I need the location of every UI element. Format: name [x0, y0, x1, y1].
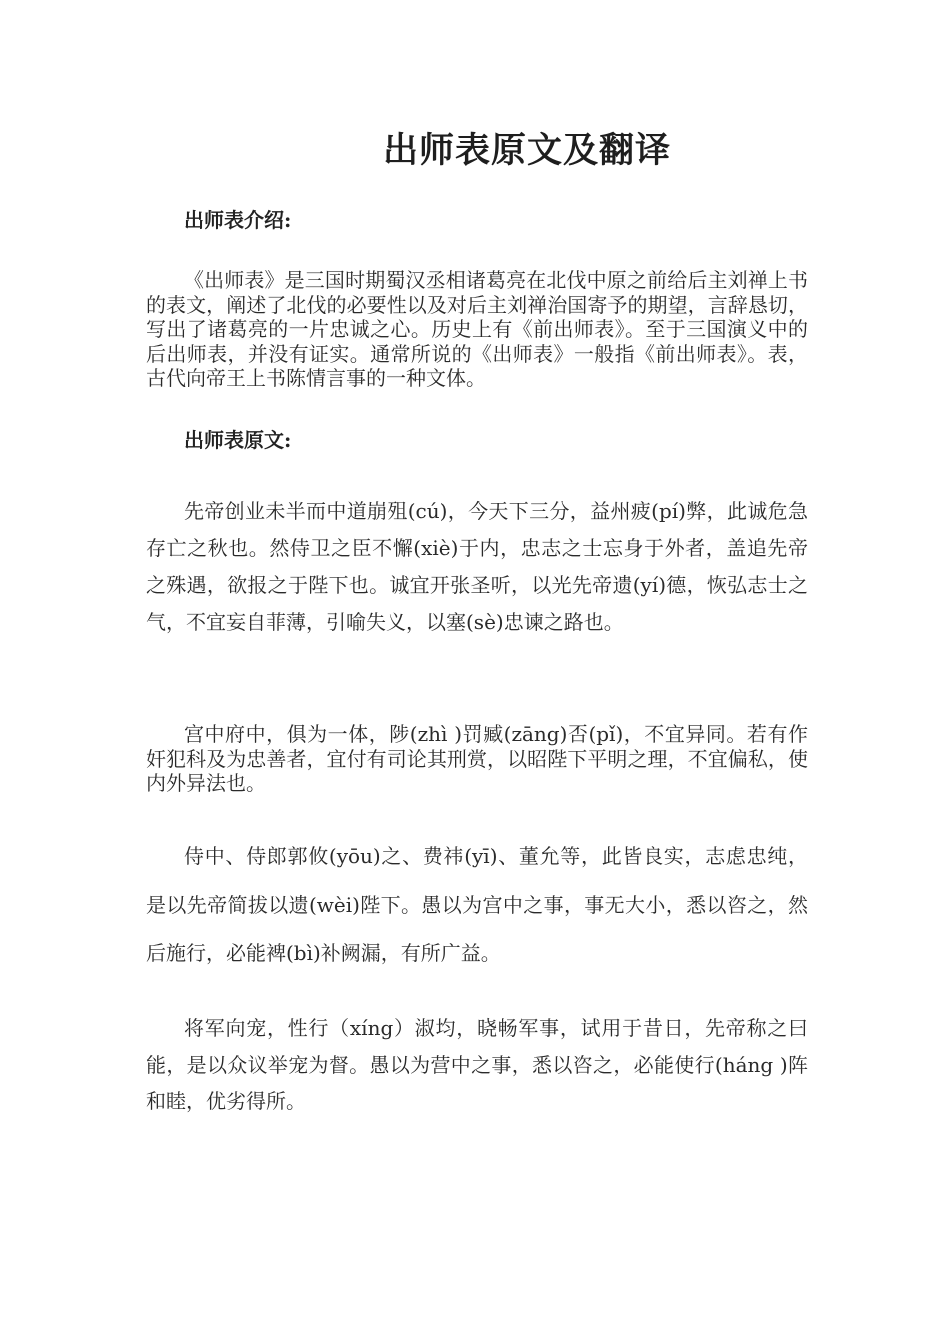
original-paragraph-3: 侍中、侍郎郭攸(yōu)之、费祎(yī)、董允等，此皆良实，志虑忠纯，是以先帝简拔以遗(wèi)陛下。愚以为宫中之事，事无大小，悉以咨之，然后施行，必能裨(bì)补阙漏，有所广益。 [146, 844, 808, 965]
original-paragraph-4: 将军向宠，性行（xíng）淑均，晓畅军事，试用于昔日，先帝称之曰能，是以众议举宠为督。愚以为营中之事，悉以咨之，必能使行(háng )阵和睦，优劣得所。 [146, 1016, 808, 1113]
original-paragraph-1: 先帝创业未半而中道崩殂(cú)，今天下三分，益州疲(pí)弊，此诚危急存亡之秋也。然侍卫之臣不懈(xiè)于内，忠志之士忘身于外者，盖追先帝之殊遇，欲报之于陛下也。诚宜开张圣听，以光先帝遗(yí)德，恢弘志士之气，不宜妄自菲薄，引喻失义，以塞(sè)忠谏之路也。 [146, 499, 808, 634]
original-heading: 出师表原文: [184, 428, 292, 452]
original-paragraph-2: 宫中府中，俱为一体，陟(zhì )罚臧(zāng)否(pǐ)，不宜异同。若有作奸犯科及为忠善者，宜付有司论其刑赏，以昭陛下平明之理，不宜偏私，使内外异法也。 [146, 722, 808, 795]
intro-heading: 出师表介绍: [184, 208, 292, 232]
intro-paragraph: 《出师表》是三国时期蜀汉丞相诸葛亮在北伐中原之前给后主刘禅上书的表文，阐述了北伐的必要性以及对后主刘禅治国寄予的期望，言辞恳切，写出了诸葛亮的一片忠诚之心。历史上有《前出师表》。至于三国演义中的后出师表，并没有证实。通常所说的《出师表》一般指《前出师表》。表，古代向帝王上书陈情言事的一种文体。 [146, 268, 808, 390]
document-title: 出师表原文及翻译 [382, 130, 671, 171]
